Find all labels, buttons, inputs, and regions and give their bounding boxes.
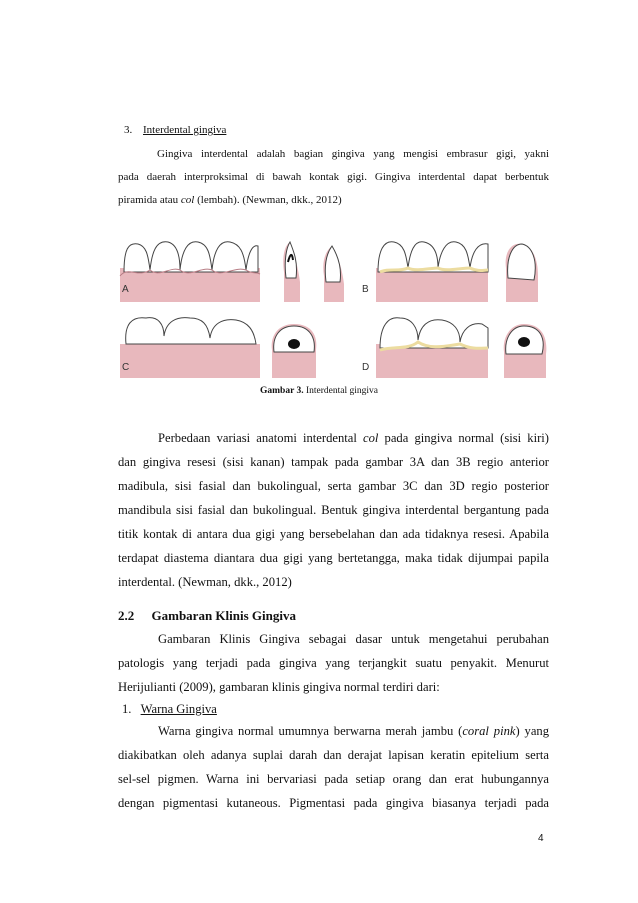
subheading-warna [122,701,217,717]
panel-label-c: C [122,362,130,373]
para1-line-3: madibula, sisi fasial dan bukolingual, serta gambar 3C dan 3D regio posterior [118,479,549,493]
subsection-heading [124,123,226,138]
panel-a-teeth [120,242,260,302]
para1-line-4: mandibula sisi fasial dan bukolingual. Bentuk gingiva interdental bergantung pada [118,503,549,517]
panel-label-d: D [362,362,370,373]
para1-line-6: terdapat diastema diantara dua gigi yang bertetangga, maka tidak dijumpai papila [118,551,549,565]
sub1-line-4: dengan pigmentasi kutaneous. Pigmentasi pada gingiva biasanya terjadi pada [118,796,549,810]
sec22-line-2: patologis yang terjadi pada gingiva yang terjangkit suatu penyakit. Menurut [118,656,549,670]
panel-b-teeth [376,242,488,302]
panel-c-cross-section [272,324,317,378]
para1-line-2: dan gingiva resesi (sisi kanan) tampak pada gambar 3A dan 3B regio anterior [118,455,549,469]
para1-line-5: titik kontak di antara dua gigi yang bersebelahan dan ada tidaknya resesi. Apabila [118,527,549,541]
panel-b-cross-section [506,244,538,302]
panel-d-cross-section [504,324,547,378]
sub-title: Warna Gingiva [140,702,217,716]
section-title: Gambaran Klinis Gingiva [151,608,296,623]
section-number: 2.2 [118,608,135,623]
intro-line-3: piramida atau col (lembah). (Newman, dkk., 2012) [118,194,342,206]
para1-line-1: Perbedaan variasi anatomi interdental col pada gingiva normal (sisi kiri) [158,431,549,445]
figure-caption: Gambar 3. Interdental gingiva [259,386,379,396]
panel-c-teeth [120,318,260,378]
subsection-title: Interdental gingiva [143,124,227,136]
intro-line-1: Gingiva interdental adalah bagian gingiva yang mengisi embrasur gigi, yakni [157,148,549,160]
section-heading [118,608,296,624]
sub-number: 1. [122,702,132,716]
intro-line-2: pada daerah interproksimal di bawah kontak gigi. Gingiva interdental dapat berbentuk [118,171,549,183]
sec22-line-3: Herijulianti (2009), gambaran klinis gingiva normal terdiri dari: [118,680,440,694]
page-number: 4 [538,833,544,844]
panel-label-b: B [362,284,369,295]
subsection-number: 3. [124,124,133,136]
panel-a-cross-sections [283,242,344,302]
para1-line-7: interdental. (Newman, dkk., 2012) [118,575,292,589]
panel-d-teeth [376,318,488,378]
sec22-line-1: Gambaran Klinis Gingiva sebagai dasar untuk mengetahui perubahan [158,632,549,646]
panel-label-a: A [122,284,129,295]
interdental-gingiva-figure [118,232,558,382]
sub1-line-2: diakibatkan oleh adanya suplai darah dan derajat lapisan keratin epitelium serta [118,748,549,762]
sub1-line-3: sel-sel pigmen. Warna ini bervariasi pada setiap orang dan erat hubungannya [118,772,549,786]
sub1-line-1: Warna gingiva normal umumnya berwarna merah jambu (coral pink) yang [158,724,549,738]
